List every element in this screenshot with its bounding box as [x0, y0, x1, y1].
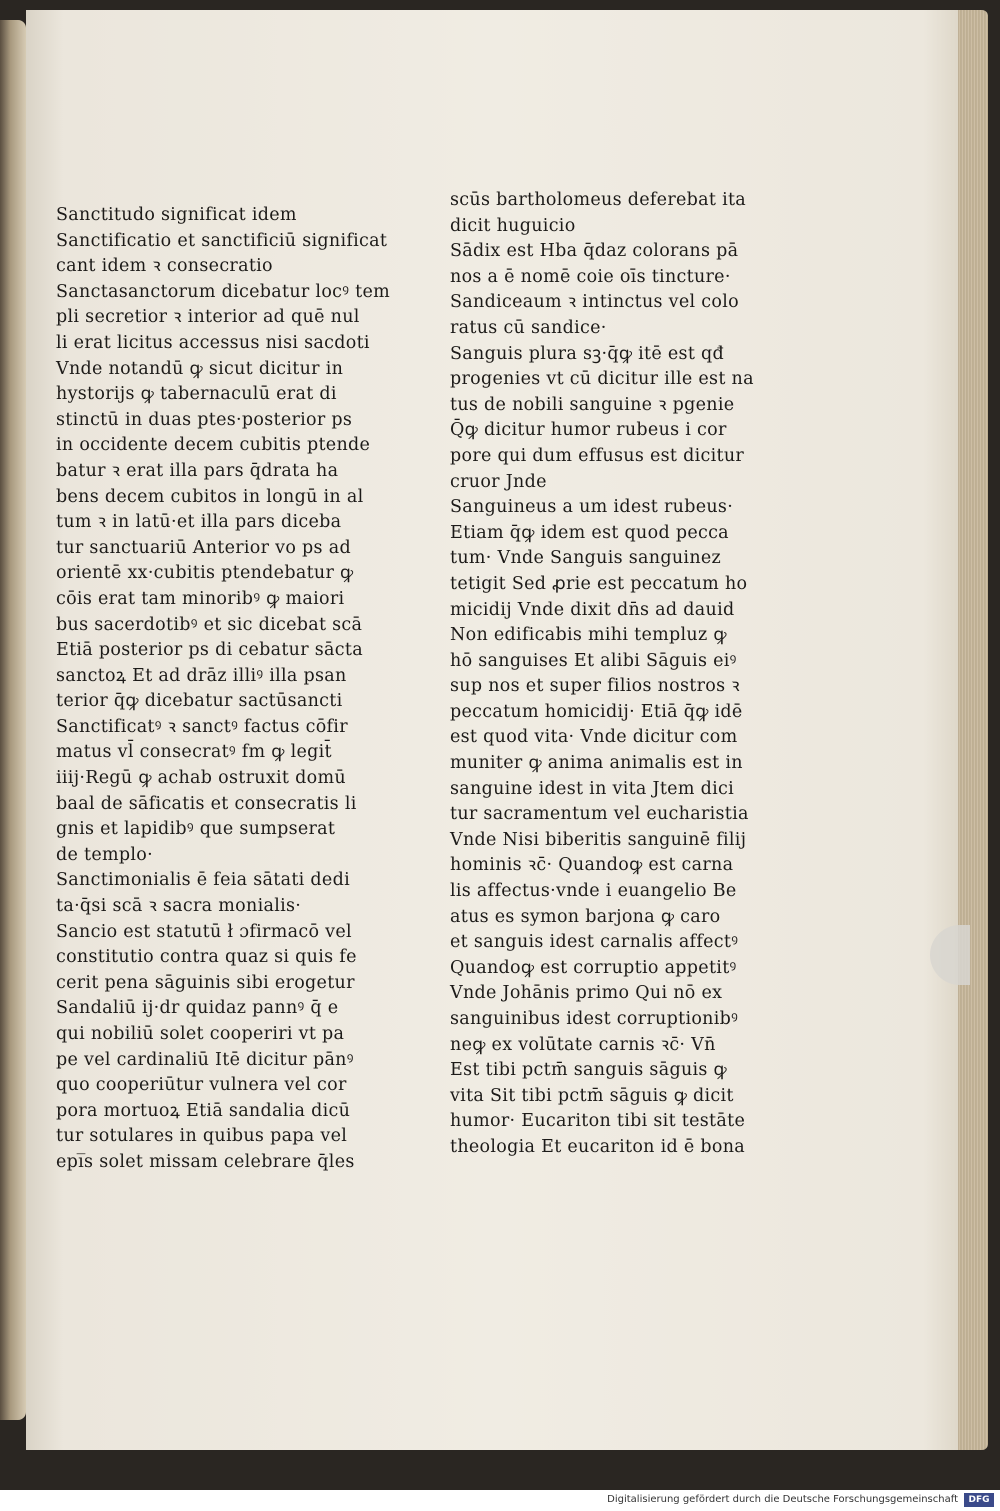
right-column-line: humor· Eucariton tibi sit testāte — [450, 1111, 746, 1132]
right-column-line: pore qui dum effusus est dicitur — [450, 445, 745, 466]
left-column-line: tum ꝛ in latū·et illa pars diceba — [56, 512, 342, 533]
left-column-line: ta·q̄si scā ꝛ sacra monialis· — [56, 896, 302, 917]
right-column-line: tus de nobili sanguine ꝛ pgenie — [450, 394, 735, 415]
right-column-line: theologia Et eucariton id ē bona — [450, 1136, 746, 1157]
dfg-logo: DFG — [964, 1493, 994, 1507]
left-column-line: baal de sāficatis et consecratis li — [56, 793, 357, 814]
right-column-line: progenies vt cū dicitur ille est na — [450, 369, 754, 390]
left-column-line: Sanctificatio et sanctificiū significat — [56, 230, 388, 251]
right-text-column — [450, 188, 754, 1161]
left-column-line: qui nobiliū solet cooperiri vt pa — [56, 1024, 345, 1044]
left-column-line: Sanctasanctorum dicebatur locꝰ tem — [56, 281, 390, 302]
left-column-line: orientē xx·cubitis ptendebatur ꝙ — [56, 563, 354, 584]
left-column-line: cant idem ꝛ consecratio — [56, 256, 273, 277]
left-column-line: pli secretior ꝛ interior ad quē nul — [56, 307, 360, 328]
left-column-line: iiij·Regū ꝙ achab ostruxit domū — [56, 768, 346, 789]
right-column-line: nos a ē nomē coie oīs tincture· — [450, 266, 731, 287]
right-column-line: Sanguis plura sꝫ·q̄ꝙ itē est qđ — [450, 343, 725, 364]
right-column-line: Sādix est Hba q̄daz colorans pā — [450, 241, 739, 262]
right-column-line: sanguinibus idest corruptionibꝰ — [450, 1009, 739, 1029]
right-column-line: micidij Vnde dixit dn̄s ad dauid — [450, 599, 735, 620]
left-column-line: de templo· — [56, 844, 154, 865]
right-column-line: est quod vita· Vnde dicitur com — [450, 727, 738, 748]
left-column-line: Sanctificatꝰ ꝛ sanctꝰ factus cōfir — [56, 716, 348, 737]
right-column-line: hō sanguises Et alibi Sāguis eiꝰ — [450, 650, 737, 671]
right-column-line: dicit huguicio — [450, 215, 576, 236]
left-column-line: bens decem cubitos in longū in al — [56, 486, 364, 507]
right-column-line: tur sacramentum vel eucharistia — [450, 804, 749, 825]
left-column-line: li erat licitus accessus nisi sacdoti — [56, 332, 370, 353]
left-column-line: hystorijs ꝙ tabernaculū erat di — [56, 384, 337, 405]
right-column-line: lis affectus·vnde i euangelio Be — [450, 881, 737, 902]
right-column-line: sanguine idest in vita Jtem dici — [450, 778, 734, 799]
left-column-line: epi̅s solet missam celebrare q̄les — [56, 1151, 355, 1172]
right-column-line: atus es symon barjona ꝙ caro — [450, 906, 721, 927]
page-stack-edge — [958, 10, 988, 1450]
right-column-line: sup nos et super filios nostros ꝛ — [450, 676, 740, 697]
right-column-line: tetigit Sed ꝓrie est peccatum ho — [450, 573, 748, 594]
left-column-line: pe vel cardinaliū Itē dicitur pānꝰ — [56, 1049, 354, 1070]
footer-credit: Digitalisierung gefördert durch die Deutsche Forschungsgemeinschaft — [607, 1494, 958, 1505]
left-column-line: stinctū in duas ptes·posterior ps — [56, 409, 353, 430]
left-column-line: Sancio est statutū ł ɔfirmacō vel — [56, 921, 352, 942]
footer-bar — [0, 1490, 1000, 1511]
right-column-line: Non edificabis mihi templuz ꝙ — [450, 625, 727, 646]
right-column-line: et sanguis idest carnalis affectꝰ — [450, 932, 739, 953]
right-column-line: Est tibi pctm̄ sanguis sāguis ꝙ — [450, 1060, 728, 1081]
right-column-line: Vnde Nisi biberitis sanguinē filij — [450, 829, 747, 850]
right-column-line: tum· Vnde Sanguis sanguinez — [450, 548, 722, 569]
right-column-line: hominis ꝛc̄· Quandoꝙ est carna — [450, 855, 734, 876]
left-column-line: cōis erat tam minoribꝰ ꝙ maiori — [56, 588, 345, 609]
left-column-line: gnis et lapidibꝰ que sumpserat — [56, 819, 336, 840]
left-column-line: Sandaliū ij·dr quidaz pannꝰ q̄ e — [56, 998, 339, 1019]
left-column-line: matus vl̄ consecratꝰ fm ꝙ legit̄ — [56, 742, 332, 763]
left-column-line: quo cooperiūtur vulnera vel cor — [56, 1075, 347, 1096]
right-column-line: muniter ꝙ anima animalis est in — [450, 753, 743, 774]
right-column-line: Sandiceaum ꝛ intinctus vel colo — [450, 292, 739, 313]
left-column-line: tur sotulares in quibus papa vel — [56, 1126, 348, 1147]
left-column-line: terior q̄ꝙ dicebatur sactūsancti — [56, 691, 343, 712]
right-column-line: Q̄ꝙ dicitur humor rubeus i cor — [450, 420, 727, 441]
right-column-line: Vnde Johānis primo Qui nō ex — [450, 983, 723, 1004]
right-column-line: Sanguineus a um idest rubeus· — [450, 497, 734, 518]
left-column-line: pora mortuoꝝ Etiā sandalia dicū — [56, 1100, 351, 1121]
right-column-line: cruor Jnde — [450, 471, 547, 492]
right-column-line: peccatum homicidij· Etiā q̄ꝙ idē — [450, 701, 743, 722]
left-column-line: Vnde notandū ꝙ sicut dicitur in — [56, 358, 344, 379]
left-column-line: bus sacerdotibꝰ et sic dicebat scā — [56, 614, 363, 635]
left-column-line: batur ꝛ erat illa pars q̄drata ha — [56, 460, 339, 481]
left-column-line: cerit pena sāguinis sibi erogetur — [56, 972, 355, 993]
right-column-line: vita Sit tibi pctm̄ sāguis ꝙ dicit — [450, 1085, 734, 1106]
left-column-line: Sanctimonialis ē feia sātati dedi — [56, 870, 350, 891]
right-column-line: ratus cū sandice· — [450, 317, 607, 338]
left-page-edge — [0, 20, 26, 1420]
left-column-line: Etiā posterior ps di cebatur sācta — [56, 640, 363, 661]
left-column-line: constitutio contra quaz si quis fe — [56, 947, 357, 968]
left-column-line: sanctoꝝ Et ad drāz illiꝰ illa psan — [56, 665, 347, 686]
left-text-column — [56, 203, 390, 1176]
left-column-line: tur sanctuariū Anterior vo ps ad — [56, 537, 351, 558]
right-column-line: Etiam q̄ꝙ idem est quod pecca — [450, 522, 729, 543]
right-column-line: neꝙ ex volūtate carnis ꝛc̄· Vn̄ — [450, 1034, 716, 1055]
left-column-line: in occidente decem cubitis ptende — [56, 435, 371, 456]
right-column-line: Quandoꝙ est corruptio appetitꝰ — [450, 957, 737, 978]
left-column-line: Sanctitudo significat idem — [56, 205, 297, 225]
right-column-line: scūs bartholomeus deferebat ita — [450, 190, 747, 210]
